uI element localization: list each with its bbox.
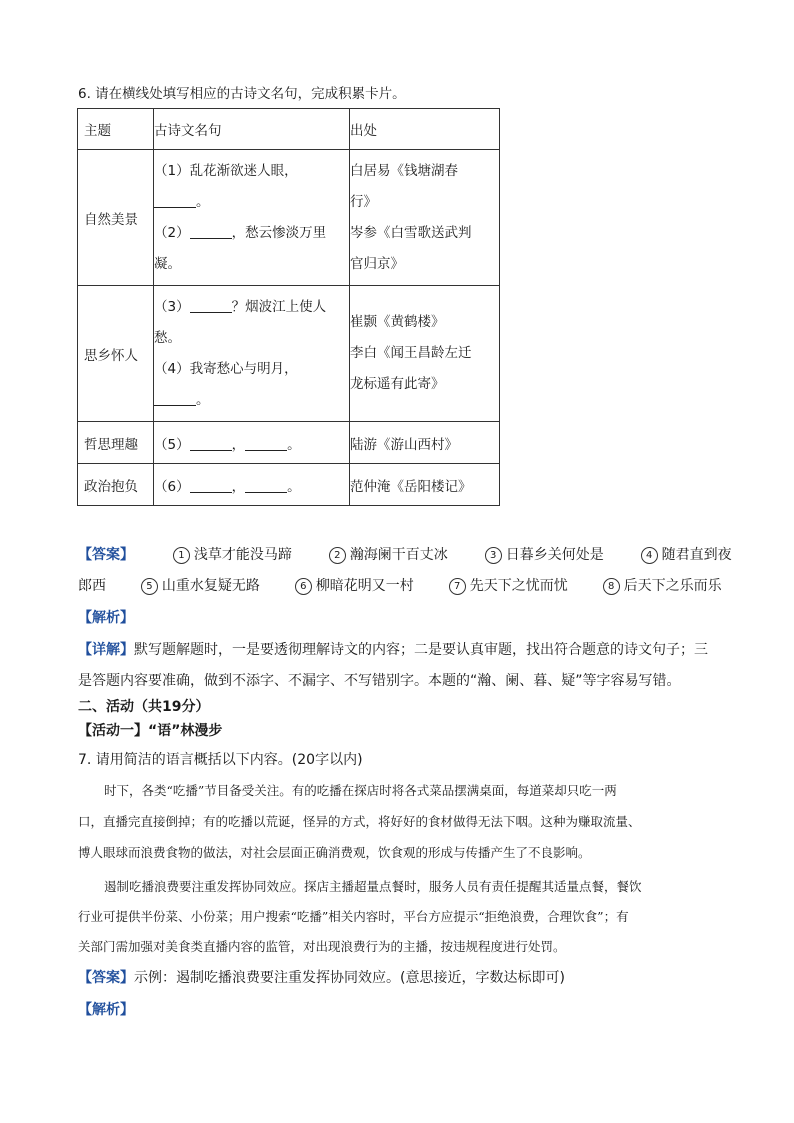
theme-cell: 政治抱负 bbox=[78, 464, 154, 506]
passage-line: 时下，各类“吃播”节目备受关注。有的吃播在探店时将各式菜品摆满桌面，每道菜却只吃一两 bbox=[104, 783, 617, 798]
activity-heading: 【活动一】“语”林漫步 bbox=[78, 723, 223, 739]
fill-blank[interactable] bbox=[190, 224, 232, 239]
fill-blank[interactable] bbox=[154, 193, 196, 208]
detail-line-2: 是答题内容要准确，做到不添字、不漏字、不写错别字。本题的“瀚、阑、暮、疑”等字容易写错。 bbox=[78, 673, 681, 689]
passage-line: 口，直播完直接倒掉；有的吃播以荒诞，怪异的方式，将好好的食材做得无法下咽。这种为赚取流量、 bbox=[78, 814, 641, 829]
verse-cell: （1）乱花渐欲迷人眼， 。 （2） ，愁云惨淡万里 凝。 bbox=[154, 150, 350, 286]
header-theme: 主题 bbox=[78, 109, 154, 150]
table-row bbox=[78, 422, 500, 464]
passage-line: 博人眼球而浪费食物的做法，对社会层面正确消费观，饮食观的形成与传播产生了不良影响。 bbox=[78, 845, 591, 860]
verse-cell: （5） ， 。 bbox=[154, 422, 350, 464]
verse-cell: （3） ？烟波江上使人 愁。 （4）我寄愁心与明月， 。 bbox=[154, 286, 350, 422]
fill-blank[interactable] bbox=[245, 478, 287, 493]
table-header-row bbox=[78, 109, 500, 150]
header-source: 出处 bbox=[350, 109, 500, 150]
passage-line: 遏制吃播浪费要注重发挥协同效应。探店主播超量点餐时，服务人员有责任提醒其适量点餐，餐饮 bbox=[104, 879, 642, 894]
question-6-prompt: 6. 请在横线处填写相应的古诗文名句，完成积累卡片。 bbox=[78, 86, 406, 102]
fill-blank[interactable] bbox=[245, 436, 287, 451]
question-7-prompt: 7. 请用简洁的语言概括以下内容。(20字以内) bbox=[78, 752, 363, 768]
theme-cell: 哲思理趣 bbox=[78, 422, 154, 464]
fill-blank[interactable] bbox=[190, 298, 232, 313]
fill-blank[interactable] bbox=[154, 391, 196, 406]
source-cell: 崔颢《黄鹤楼》 李白《闻王昌龄左迁 龙标遥有此寄》 bbox=[350, 286, 500, 422]
theme-cell: 自然美景 bbox=[78, 150, 154, 286]
table-row bbox=[78, 286, 500, 422]
passage-line: 关部门需加强对美食类直播内容的监管，对出现浪费行为的主播，按违规程度进行处罚。 bbox=[78, 939, 566, 954]
fill-blank[interactable] bbox=[190, 436, 232, 451]
theme-cell: 思乡怀人 bbox=[78, 286, 154, 422]
analysis-tag-q7: 【解析】 bbox=[78, 1002, 134, 1018]
answer-line-1: 【答案】 1 浅草才能没马蹄 2 瀚海阑干百丈冰 3 日暮乡关何处是 4 随君直到夜 bbox=[78, 547, 732, 563]
source-cell: 陆游《游山西村》 bbox=[350, 422, 500, 464]
fill-blank[interactable] bbox=[190, 478, 232, 493]
source-cell: 范仲淹《岳阳楼记》 bbox=[350, 464, 500, 506]
table-row bbox=[78, 464, 500, 506]
passage-line: 行业可提供半份菜、小份菜；用户搜索“吃播”相关内容时，平台方应提示“拒绝浪费，合理饮食”；有 bbox=[78, 909, 629, 924]
answer-line-q7: 【答案】示例：遏制吃播浪费要注重发挥协同效应。(意思接近，字数达标即可) bbox=[78, 970, 565, 986]
source-cell: 白居易《钱塘湖春 行》 岑参《白雪歌送武判 官归京》 bbox=[350, 150, 500, 286]
detail-line-1: 【详解】默写题解题时，一是要透彻理解诗文的内容；二是要认真审题，找出符合题意的诗文句子；三 bbox=[78, 642, 708, 658]
verse-cell: （6） ， 。 bbox=[154, 464, 350, 506]
answer-tag: 【答案】 bbox=[78, 547, 134, 563]
analysis-tag: 【解析】 bbox=[78, 610, 134, 626]
table-row bbox=[78, 150, 500, 286]
answer-line-2: 郎西 5 山重水复疑无路 6 柳暗花明又一村 7 先天下之忧而忧 8 后天下之乐而乐 bbox=[78, 578, 722, 594]
header-verse: 古诗文名句 bbox=[154, 109, 350, 150]
accumulation-card-table bbox=[77, 108, 500, 506]
section-heading: 二、活动（共19分） bbox=[78, 699, 210, 715]
